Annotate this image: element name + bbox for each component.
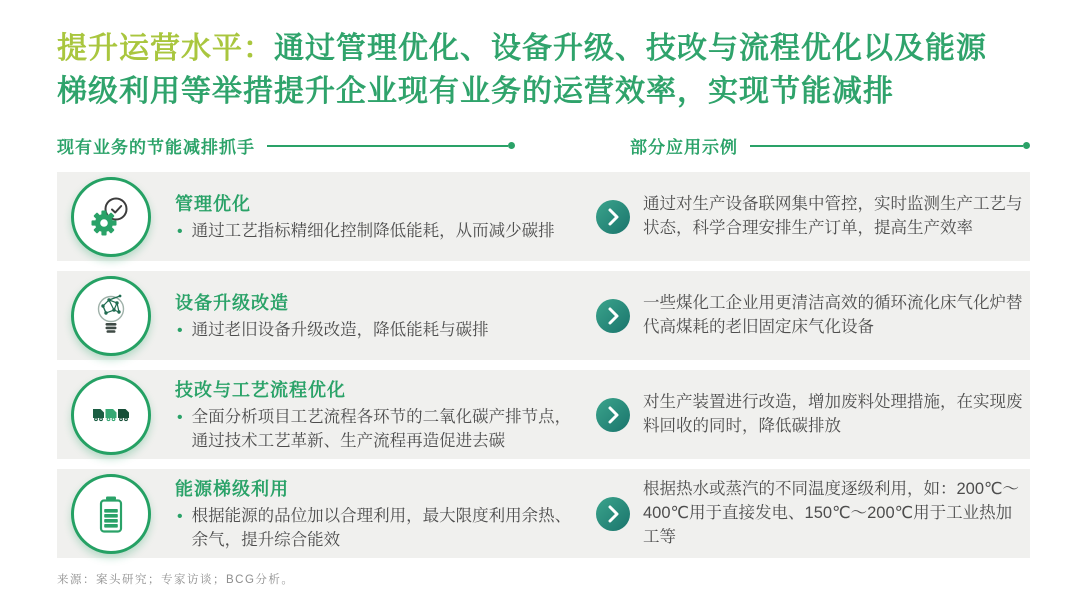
bullet-text: 通过老旧设备升级改造，降低能耗与碳排 [191, 320, 489, 339]
title-line1: 通过管理优化、设备升级、技改与流程优化以及能源 [274, 32, 987, 65]
row-bullet [175, 220, 580, 244]
row-title: 管理优化 [175, 193, 251, 214]
chevron-right-icon [596, 299, 630, 333]
source-note: 来源：案头研究；专家访谈；BCG分析。 [57, 574, 295, 587]
row-energy-cascade [57, 469, 1030, 558]
row-left-text [175, 475, 580, 553]
left-column-header [57, 133, 515, 158]
bullet-dot: • [177, 507, 183, 525]
row-left-text [175, 289, 580, 343]
page-title [57, 28, 1030, 113]
left-header-dot [508, 142, 515, 149]
chevron-right-icon [596, 200, 630, 234]
row-example-text: 对生产装置进行改造，增加废料处理措施，在实现废料回收的同时，降低碳排放 [643, 392, 1023, 435]
row-left-text [175, 376, 580, 454]
row-bullet [175, 319, 580, 343]
column-headers [57, 133, 1030, 158]
network-bulb-icon [71, 276, 151, 356]
row-management-optimization [57, 172, 1030, 261]
row-equipment-upgrade [57, 271, 1030, 360]
left-header-line [267, 145, 508, 147]
right-header-label: 部分应用示例 [630, 138, 738, 158]
right-header-dot [1023, 142, 1030, 149]
row-process-optimization [57, 370, 1030, 459]
left-header-label: 现有业务的节能减排抓手 [57, 138, 255, 158]
bullet-text: 全面分析项目工艺流程各环节的二氧化碳产排节点，通过技术工艺革新、生产流程再造促进去碳 [191, 407, 572, 450]
bullet-dot: • [177, 321, 183, 339]
row-bullet [175, 406, 580, 454]
bullet-text: 根据能源的品位加以合理利用，最大限度利用余热、余气，提升综合能效 [191, 506, 572, 549]
row-example-text: 通过对生产设备联网集中管控，实时监测生产工艺与状态，科学合理安排生产订单，提高生产效率 [643, 194, 1023, 237]
chevron-right-icon [596, 398, 630, 432]
gear-clock-icon [71, 177, 151, 257]
bullet-dot: • [177, 222, 183, 240]
right-header-line [750, 145, 1023, 147]
row-example-text: 一些煤化工企业用更清洁高效的循环流化床气化炉替代高煤耗的老旧固定床气化设备 [643, 293, 1023, 336]
row-example-text: 根据热水或蒸汽的不同温度逐级利用，如：200℃～400℃用于直接发电、150℃～200℃用于工业热加工等 [643, 479, 1020, 546]
battery-icon [71, 474, 151, 554]
trucks-icon [71, 375, 151, 455]
row-title: 设备升级改造 [175, 292, 289, 313]
title-line2: 梯级利用等举措提升企业现有业务的运营效率，实现节能减排 [57, 74, 894, 108]
row-left-text [175, 190, 580, 244]
lever-rows [57, 172, 1030, 558]
chevron-right-icon [596, 497, 630, 531]
row-title: 技改与工艺流程优化 [175, 379, 346, 400]
bullet-dot: • [177, 408, 183, 426]
row-title: 能源梯级利用 [175, 478, 289, 499]
right-column-header [630, 133, 1030, 158]
bullet-text: 通过工艺指标精细化控制降低能耗，从而减少碳排 [191, 221, 555, 240]
row-bullet [175, 505, 580, 553]
title-highlight: 提升运营水平： [57, 32, 274, 65]
